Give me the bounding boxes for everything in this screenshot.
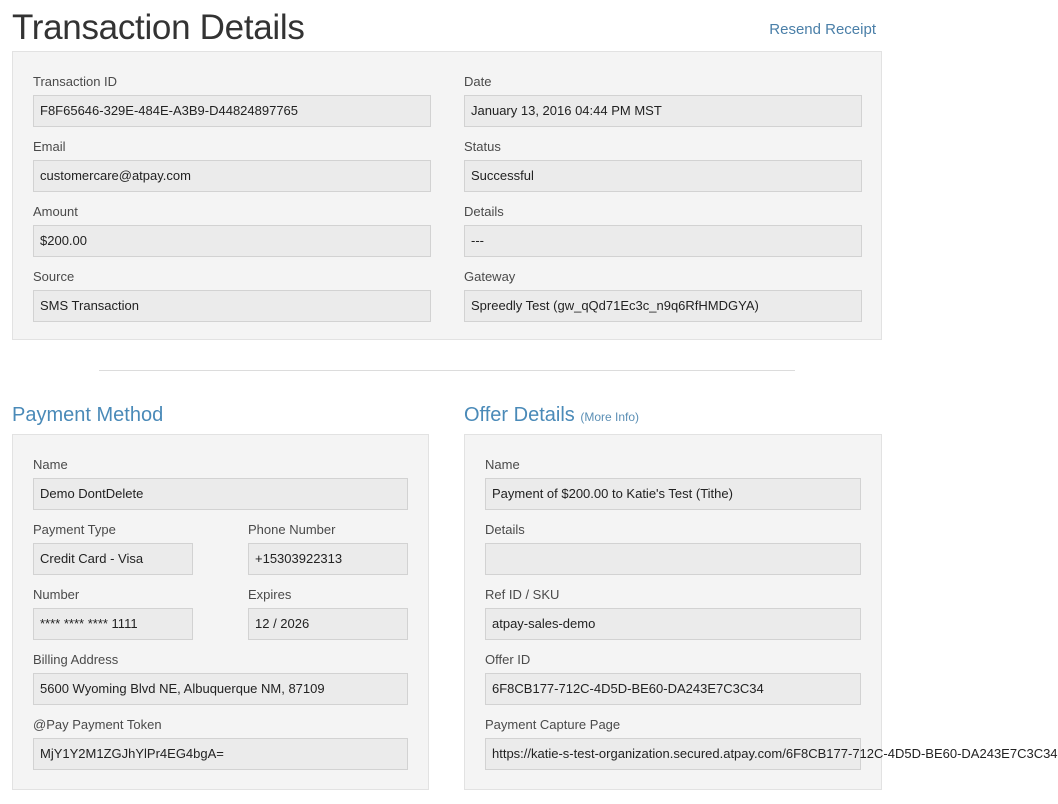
- payment-name-label: Name: [33, 457, 68, 472]
- capture-page-label: Payment Capture Page: [485, 717, 621, 732]
- source-input[interactable]: SMS Transaction: [33, 290, 431, 322]
- payment-token-input[interactable]: MjY1Y2M1ZGJhYlPr4EG4bgA=: [33, 738, 408, 770]
- ref-id-field: [485, 587, 861, 640]
- payment-token-label: @Pay Payment Token: [33, 717, 162, 732]
- more-info-link[interactable]: (More Info): [580, 410, 640, 424]
- billing-address-label: Billing Address: [33, 652, 119, 667]
- amount-field: [33, 204, 431, 257]
- status-input[interactable]: Successful: [464, 160, 862, 192]
- transaction-id-input[interactable]: F8F65646-329E-484E-A3B9-D44824897765: [33, 95, 431, 127]
- email-label: Email: [33, 139, 66, 154]
- payment-name-field: [33, 457, 408, 510]
- transaction-details-field: [464, 204, 862, 257]
- gateway-input[interactable]: Spreedly Test (gw_qQd71Ec3c_n9q6RfHMDGYA): [464, 290, 862, 322]
- card-number-field: [33, 587, 193, 640]
- offer-details-label: Details: [485, 522, 525, 537]
- resend-receipt-link[interactable]: Resend Receipt: [769, 21, 876, 38]
- card-number-input[interactable]: **** **** **** 1111: [33, 608, 193, 640]
- source-field: [33, 269, 431, 322]
- transaction-id-field: [33, 74, 431, 127]
- billing-address-field: [33, 652, 408, 705]
- amount-input[interactable]: $200.00: [33, 225, 431, 257]
- payment-method-panel: [12, 434, 429, 790]
- amount-label: Amount: [33, 204, 78, 219]
- status-label: Status: [464, 139, 501, 154]
- offer-details-field: [485, 522, 861, 575]
- ref-id-label: Ref ID / SKU: [485, 587, 560, 602]
- offer-details-title: Offer Details: [464, 404, 575, 426]
- billing-address-input[interactable]: 5600 Wyoming Blvd NE, Albuquerque NM, 87109: [33, 673, 408, 705]
- offer-details-input[interactable]: [485, 543, 861, 575]
- transaction-id-label: Transaction ID: [33, 74, 118, 89]
- payment-method-title: Payment Method: [12, 404, 164, 426]
- payment-name-input[interactable]: Demo DontDelete: [33, 478, 408, 510]
- card-number-label: Number: [33, 587, 80, 602]
- offer-id-label: Offer ID: [485, 652, 531, 667]
- transaction-panel: [12, 51, 882, 340]
- offer-name-field: [485, 457, 861, 510]
- payment-token-field: [33, 717, 408, 770]
- payment-type-input[interactable]: Credit Card - Visa: [33, 543, 193, 575]
- offer-id-input[interactable]: 6F8CB177-712C-4D5D-BE60-DA243E7C3C34: [485, 673, 861, 705]
- capture-page-input[interactable]: https://katie-s-test-organization.secured.atpay.com/6F8CB177-712C-4D5D-BE60-DA243E7C3C34: [485, 738, 861, 770]
- transaction-details-label: Details: [464, 204, 504, 219]
- email-input[interactable]: customercare@atpay.com: [33, 160, 431, 192]
- offer-name-input[interactable]: Payment of $200.00 to Katie's Test (Tithe): [485, 478, 861, 510]
- capture-page-field: [485, 717, 1058, 770]
- phone-number-field: [248, 522, 408, 575]
- email-field: [33, 139, 431, 192]
- source-label: Source: [33, 269, 75, 284]
- gateway-field: [464, 269, 862, 322]
- status-field: [464, 139, 862, 192]
- phone-number-label: Phone Number: [248, 522, 336, 537]
- offer-id-field: [485, 652, 861, 705]
- date-input[interactable]: January 13, 2016 04:44 PM MST: [464, 95, 862, 127]
- offer-name-label: Name: [485, 457, 520, 472]
- offer-details-panel: [464, 434, 1058, 790]
- ref-id-input[interactable]: atpay-sales-demo: [485, 608, 861, 640]
- expires-field: [248, 587, 408, 640]
- date-field: [464, 74, 862, 127]
- payment-type-label: Payment Type: [33, 522, 116, 537]
- page-title: Transaction Details: [12, 8, 305, 47]
- payment-type-field: [33, 522, 193, 575]
- gateway-label: Gateway: [464, 269, 516, 284]
- date-label: Date: [464, 74, 492, 89]
- phone-number-input[interactable]: +15303922313: [248, 543, 408, 575]
- expires-label: Expires: [248, 587, 292, 602]
- section-divider: [99, 370, 795, 371]
- transaction-details-input[interactable]: ---: [464, 225, 862, 257]
- offer-details-heading: [464, 404, 639, 427]
- expires-input[interactable]: 12 / 2026: [248, 608, 408, 640]
